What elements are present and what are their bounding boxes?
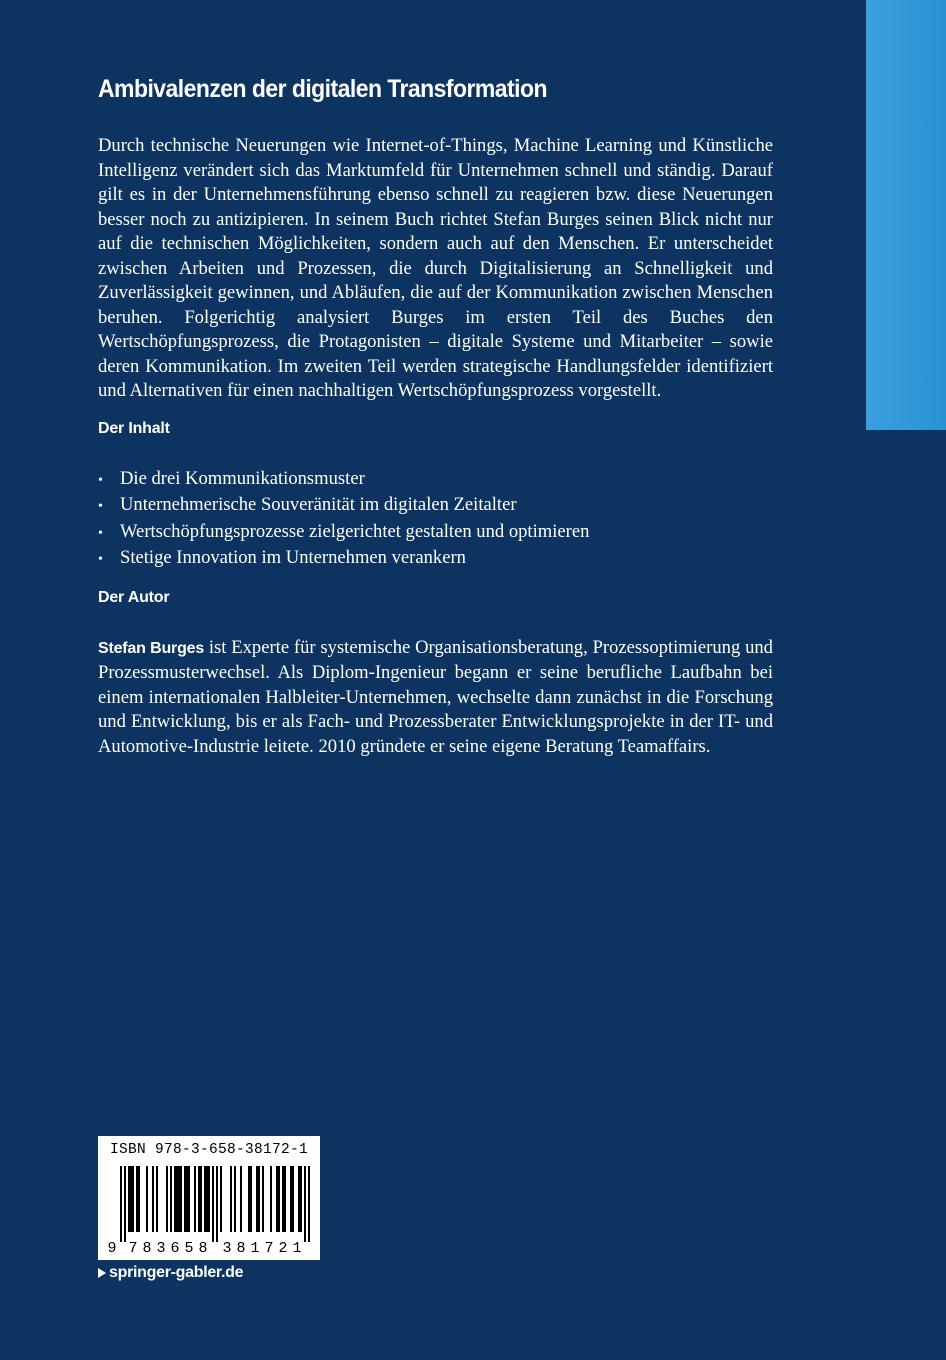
barcode-bar [146,1166,148,1232]
play-arrow-icon [98,1268,106,1278]
barcode-bar [278,1166,280,1232]
barcode-bar [300,1166,302,1232]
barcode-bar [174,1166,176,1232]
barcode-bar [298,1166,300,1232]
barcode-bar [166,1166,168,1232]
back-cover-content [98,70,773,759]
barcode-bar [170,1166,172,1232]
book-title: Ambivalenzen der digitalen Transformation [98,75,547,103]
bullet-icon: • [98,472,103,488]
barcode-bar [206,1166,208,1232]
barcode-graphic [98,1164,320,1260]
barcode-bar [156,1166,158,1232]
barcode-digit: 2 [278,1240,288,1257]
barcode-bar [204,1166,206,1232]
list-item [98,467,773,494]
barcode-bar [212,1166,214,1242]
barcode-digit: 8 [198,1240,208,1257]
barcode-digit: 5 [184,1240,194,1257]
barcode-bar [132,1166,134,1232]
list-item-text: Stetige Innovation im Unternehmen verankern [120,547,466,568]
barcode-bar [124,1166,126,1242]
publisher-url: springer-gabler.de [109,1264,244,1281]
barcode-bar [138,1166,140,1232]
barcode-digit: 1 [292,1240,302,1257]
barcode-digit: 7 [128,1240,138,1257]
barcode-bar [270,1166,272,1232]
blurb-paragraph: Durch technische Neuerungen wie Internet-of-Things, Machine Learning und Künstliche Intelligenz verändert sich das Marktumfeld für Unternehmen schnell und ständig. Darauf gilt es in der Unternehmensführung ebenso schnell zu reagieren bzw. diese Neuerungen besser noch zu antizipieren. In seinem Buch richtet Stefan Burges seinen Blick nicht nur auf die technischen Möglichkeiten, sondern auch auf den Menschen. Er unterscheidet zwischen Arbeiten und Prozessen, die durch Digitalisierung an Schnelligkeit und Zuverlässigkeit gewinnen, und Abläufen, die auf der Kommunikation zwischen Menschen beruhen. Folgerichtig analysiert Burges im ersten Teil des Buches den Wertschöpfungsprozess, die Protagonisten – digitale Systeme und Mitarbeiter – sowie deren Kommunikation. Im zweiten Teil werden strategische Handlungsfelder identifiziert und Alternativen für einen nachhaltigen Wertschöpfungsprozess vorgestellt. [98,135,773,401]
list-item-text: Die drei Kommunikationsmuster [120,467,365,489]
author-name: Stefan Burges [98,639,205,657]
barcode-digit: 8 [142,1240,152,1257]
barcode-bar [130,1166,132,1232]
barcode-bar [208,1166,210,1232]
bullet-icon: • [98,525,103,541]
barcode-bar [256,1166,258,1232]
isbn-barcode [98,1136,320,1260]
barcode-bar [304,1166,306,1242]
barcode-bar [136,1166,138,1232]
barcode-bar [184,1166,186,1232]
barcode-digit: 9 [107,1240,117,1257]
barcode-bar [230,1166,232,1232]
barcode-bar [292,1166,294,1232]
barcode-bar [282,1166,284,1232]
barcode-bar [178,1166,180,1232]
barcode-bar [120,1166,122,1242]
author-bio: ist Experte für systemische Organisationsberatung, Prozessoptimierung und Prozessmusterwechsel. Als Diplom-Ingenieur begann er seine berufliche Laufbahn bei einem internationalen Halbleiter-Unternehmen, wechselte dann zunächst in die Forschung und Entwicklung, bis er als Fach- und Prozessberater Entwicklungsprojekte in der IT- und Automotive-Industrie leitete. 2010 gründete er seine eigene Beratung Teamaffairs. [98,636,773,757]
barcode-digit: 3 [222,1240,232,1257]
barcode-bar [200,1166,202,1232]
barcode-bar [128,1166,130,1232]
barcode-bar [258,1166,260,1232]
barcode-digit: 3 [156,1240,166,1257]
barcode-bar [276,1166,278,1232]
list-item-text: Wertschöpfungsprozesse zielgerichtet gestalten und optimieren [120,520,590,542]
barcode-bar [198,1166,200,1232]
barcode-bar [284,1166,286,1232]
barcode-bar [216,1166,218,1242]
barcode-bar [240,1166,242,1232]
barcode-bar [194,1166,196,1232]
inhalt-heading: Der Inhalt [98,419,170,437]
author-paragraph [98,636,773,760]
barcode-bar [180,1166,182,1232]
barcode-bar [220,1166,222,1232]
list-item [98,546,773,573]
barcode-bar [188,1166,190,1232]
barcode-digit: 7 [264,1240,274,1257]
inhalt-list [98,467,773,573]
bullet-icon: • [98,499,103,514]
bullet-icon: • [98,552,103,567]
barcode-bar [290,1166,292,1232]
barcode-bar [308,1166,310,1242]
accent-bar [866,0,946,430]
isbn-label: ISBN 978-3-658-38172-1 [109,1142,309,1158]
autor-heading: Der Autor [98,588,170,606]
barcode-digit: 8 [236,1240,246,1257]
list-item [98,493,773,520]
publisher-link[interactable] [98,1264,243,1282]
barcode-bar [176,1166,178,1232]
barcode-bar [234,1166,236,1232]
barcode-bar [248,1166,250,1232]
barcode-bar [250,1166,252,1232]
barcode-digit: 1 [250,1240,260,1257]
barcode-bar [262,1166,264,1232]
list-item-text: Unternehmerische Souveränität im digitalen Zeitalter [120,494,517,515]
barcode-bar [152,1166,154,1232]
barcode-bar [186,1166,188,1232]
barcode-digit: 6 [170,1240,180,1257]
list-item [98,520,773,547]
